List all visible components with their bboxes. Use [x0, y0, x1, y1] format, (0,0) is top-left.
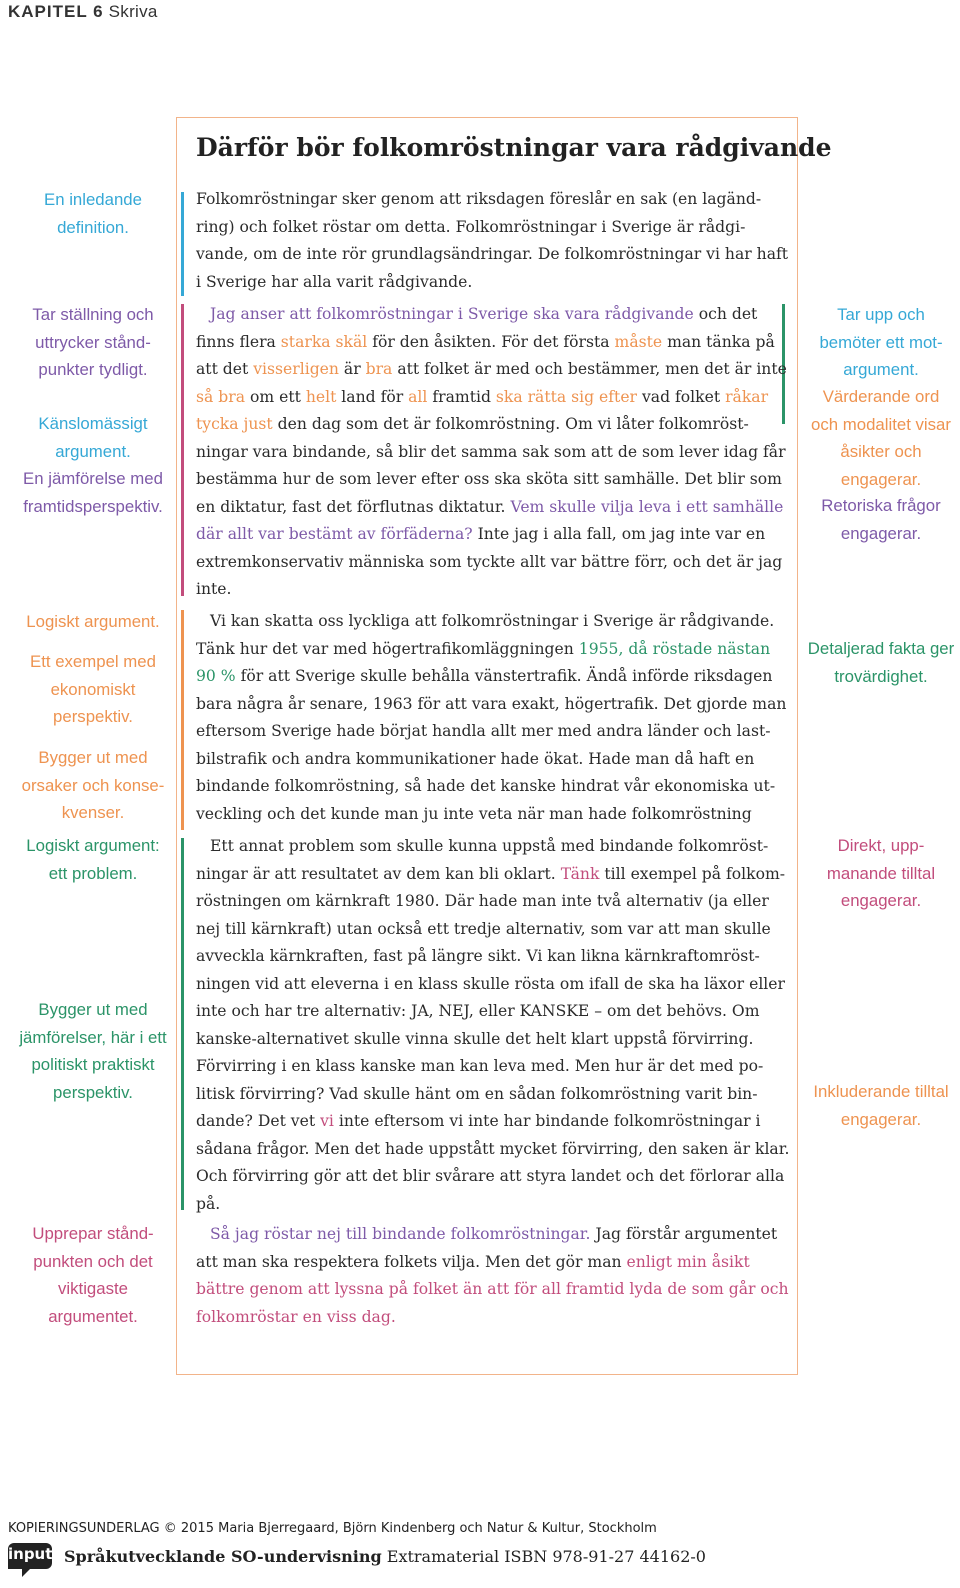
highlighted-phrase: helt [305, 387, 337, 406]
right-note: Tar upp och bemöter ett mot- argument. [819, 305, 943, 380]
highlighted-phrase: all [408, 387, 428, 406]
body-text: för den åsikten. För det första [367, 332, 615, 351]
highlighted-phrase: måste [614, 332, 663, 351]
right-note: Värderande ord och modalitet visar åsikter och engagerar. [811, 387, 951, 489]
highlighted-phrase: råkar tycka just [196, 387, 769, 433]
left-note: Ett exempel med ekonomiskt perspektiv. [30, 652, 156, 727]
body-text: land för [336, 387, 409, 406]
input-logo [8, 1543, 52, 1569]
right-note: Inkluderande tilltal engagerar. [813, 1082, 949, 1129]
body-text: om ett [245, 387, 306, 406]
paragraph-5 [196, 1221, 792, 1331]
left-note: Bygger ut med jämförelser, här i ett politiskt praktiskt perspektiv. [19, 1000, 167, 1102]
body-text: att folket är med och bestämmer, men det är inte [392, 360, 787, 378]
chapter-header [8, 2, 158, 22]
book-info: Extramaterial ISBN 978-91-27 44162-0 [381, 1547, 706, 1566]
body-text: Vi kan skatta oss lyckliga att folkomröstningar i Sverige är rådgivande. Tänk hur det var med högertrafikomläggningen [196, 612, 775, 658]
margin-bar-logic [181, 610, 184, 830]
body-text: Folkomröstningar sker genom att riksdagen föreslår en sak (en lagändring) och folket röstar om detta. Folkomröstningar i Sverige är rådgivande, om de inte rör grundlagsändringar. De folkomröstningar vi har haft i Sverige har alla varit rådgivande. [196, 190, 789, 291]
body-text: och det finns flera [196, 305, 758, 351]
book-title: Språkutvecklande SO-undervisning [64, 1547, 382, 1566]
left-note: Tar ställning och uttrycker stånd- punkter tydligt. [32, 305, 154, 380]
body-text: är [338, 360, 366, 378]
chapter-section: Skriva [108, 2, 158, 21]
body-text: Inte jag i alla fall, om jag inte var en extremkonservativ människa som tyckte allt var bättre förr, och det är jag inte. [196, 525, 783, 598]
highlighted-phrase: Jag anser att folkomröstningar i Sverige ska vara rådgivande [210, 305, 694, 323]
highlighted-phrase: så bra [196, 387, 245, 406]
body-text: Ett annat problem som skulle kunna uppstå med bindande folkomröstningar är att resultatet av dem kan bli oklart. [196, 837, 769, 883]
margin-bar-position [181, 304, 184, 596]
highlighted-phrase: visserligen [253, 360, 339, 378]
paragraph-2 [196, 301, 792, 604]
left-note: Bygger ut med orsaker och konse- kvenser. [21, 748, 165, 823]
body-text: framtid [427, 387, 496, 406]
body-text: vad folket [637, 387, 726, 406]
right-note: Direkt, upp- manande tilltal engagerar. [826, 836, 936, 911]
highlighted-phrase: enligt min åsikt bättre genom att lyssna på folket än att för all framtid lyda de som går och folkomröstar en viss dag. [196, 1252, 789, 1326]
margin-bar-problem [181, 838, 184, 1210]
book-line [64, 1547, 706, 1566]
body-text: den dag som det är folkomröstning. Om vi låter folkomröstningar vara bindande, så blir det samma sak som att de som lever idag får bestämma hur de som lever efter oss ska sköta sitt samhälle. Det blir som en diktatur, fast det förflutnas diktatur. [196, 415, 786, 516]
paragraph-3 [196, 608, 792, 828]
highlighted-phrase: 1955, då röstade nästan 90 % [196, 639, 771, 685]
highlighted-phrase: Tänk [560, 864, 600, 883]
left-note: Upprepar stånd- punkten och det viktigaste argumentet. [32, 1224, 154, 1326]
left-note: Logiskt argument. [26, 612, 160, 631]
body-text: inte eftersom vi inte har bindande folkomröstningar i sådana frågor. Men det hade uppstått mycket förvirring, den saken är klar. Och förvirring gör att det blir svårare att styra landet och det förlorar alla på. [196, 1112, 790, 1213]
highlighted-phrase: starka skäl [280, 332, 368, 351]
body-text: för att Sverige skulle behålla vänstertrafik. Ändå införde riksdagen bara några år senare, 1963 för att vara exakt, högertrafik. Det gjorde man eftersom Sverige hade börjat handla allt mer med andra länder och lastbilstrafik och andra kommunikationer hade ökat. Hade man då haft en bindande folkomröstning, så hade det kanske hindrat vår ekonomiska utveckling och det kunde man ju inte veta när man hade folkomröstning [196, 667, 787, 823]
highlighted-phrase: Vem skulle vilja leva i ett samhälle där allt var bestämt av förfäderna? [196, 497, 784, 543]
copyright-line: KOPIERINGSUNDERLAG © 2015 Maria Bjerregaard, Björn Kindenberg och Natur & Kultur, Stockholm [8, 1521, 657, 1536]
left-note: En jämförelse med framtidsperspektiv. [23, 469, 163, 516]
paragraph-1 [196, 186, 792, 296]
article-title: Därför bör folkomröstningar vara rådgivande [196, 133, 832, 162]
paragraph-4 [196, 833, 792, 1218]
chapter-label: KAPITEL 6 [8, 2, 104, 21]
margin-bar-intro [181, 192, 184, 296]
highlighted-phrase: ska rätta sig efter [495, 387, 638, 406]
highlighted-phrase: bra [365, 360, 393, 378]
left-note: Känslomässigt argument. [38, 414, 148, 461]
body-text: till exempel på folkomröstningen om kärnkraft 1980. Där hade man inte två alternativ (ja eller nej till kärnkraft) utan också ett tredje alternativ, som var att man skulle avveckla kärnkraften, fast på längre sikt. Vi kan likna kärnkraftomröstningen vid att eleverna i en klass skulle rösta om ifall de ska ha läxor eller inte och har tre alternativ: JA, NEJ, eller KANSKE – om det behövs. Om kanske-alternativet skulle vinna skulle det helt klart uppstå förvirring. Förvirring i en klass kanske man kan leva med. Men hur är det med politisk förvirring? Vad skulle hänt om en sådan folkomröstning varit bindande? Det vet [196, 864, 786, 1130]
body-text: man tänka på att det [196, 332, 775, 378]
highlighted-phrase: Så jag röstar nej till bindande folkomröstningar. [210, 1225, 591, 1243]
body-text: Jag förstår argumentet att man ska respektera folkets vilja. Men det gör man [196, 1225, 778, 1271]
right-note: Retoriska frågor engagerar. [821, 496, 941, 543]
highlighted-phrase: vi [320, 1112, 334, 1130]
left-note: En inledande definition. [44, 190, 142, 237]
left-note: Logiskt argument: ett problem. [26, 836, 160, 883]
input-logo-text: input [8, 1545, 53, 1563]
right-note: Detaljerad fakta ger trovärdighet. [807, 639, 955, 686]
